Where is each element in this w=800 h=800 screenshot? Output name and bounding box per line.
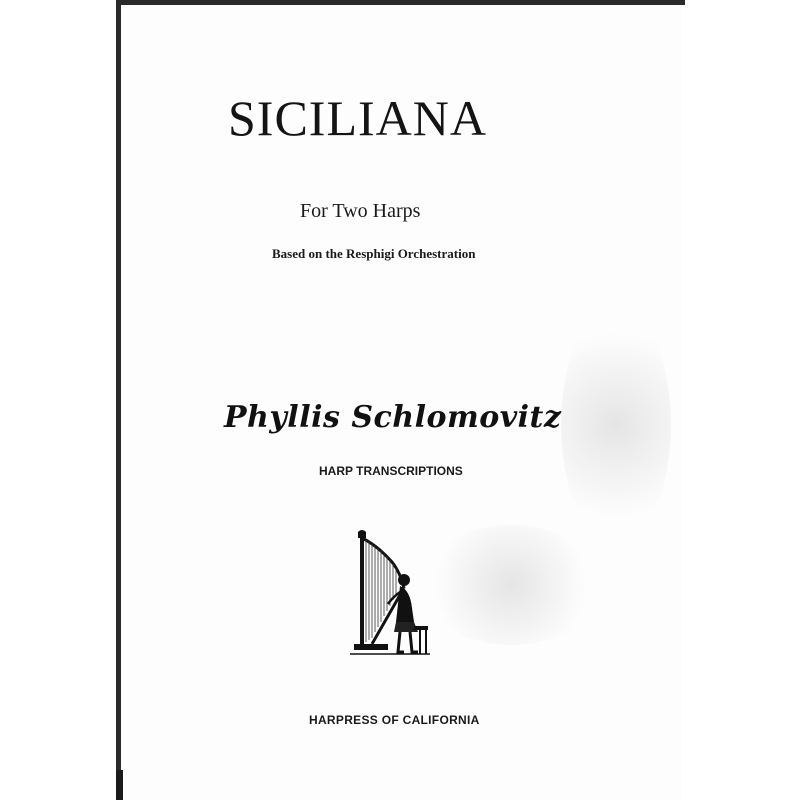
cover-series: HARP TRANSCRIPTIONS: [319, 464, 463, 478]
scan-edge-left: [116, 0, 121, 800]
harpist-icon: [348, 528, 432, 660]
cover-subtitle: For Two Harps: [300, 200, 421, 222]
cover-based-on: Based on the Resphigi Orchestration: [272, 246, 476, 261]
scan-edge-top: [118, 0, 685, 5]
cover-author: Phyllis Schlomovitz: [224, 400, 562, 435]
scan-speckle: [561, 305, 671, 545]
cover-title: SICILIANA: [228, 90, 487, 146]
scan-edge-corner: [116, 770, 123, 800]
cover-publisher: HARPRESS OF CALIFORNIA: [309, 713, 480, 727]
scan-speckle: [421, 525, 601, 645]
